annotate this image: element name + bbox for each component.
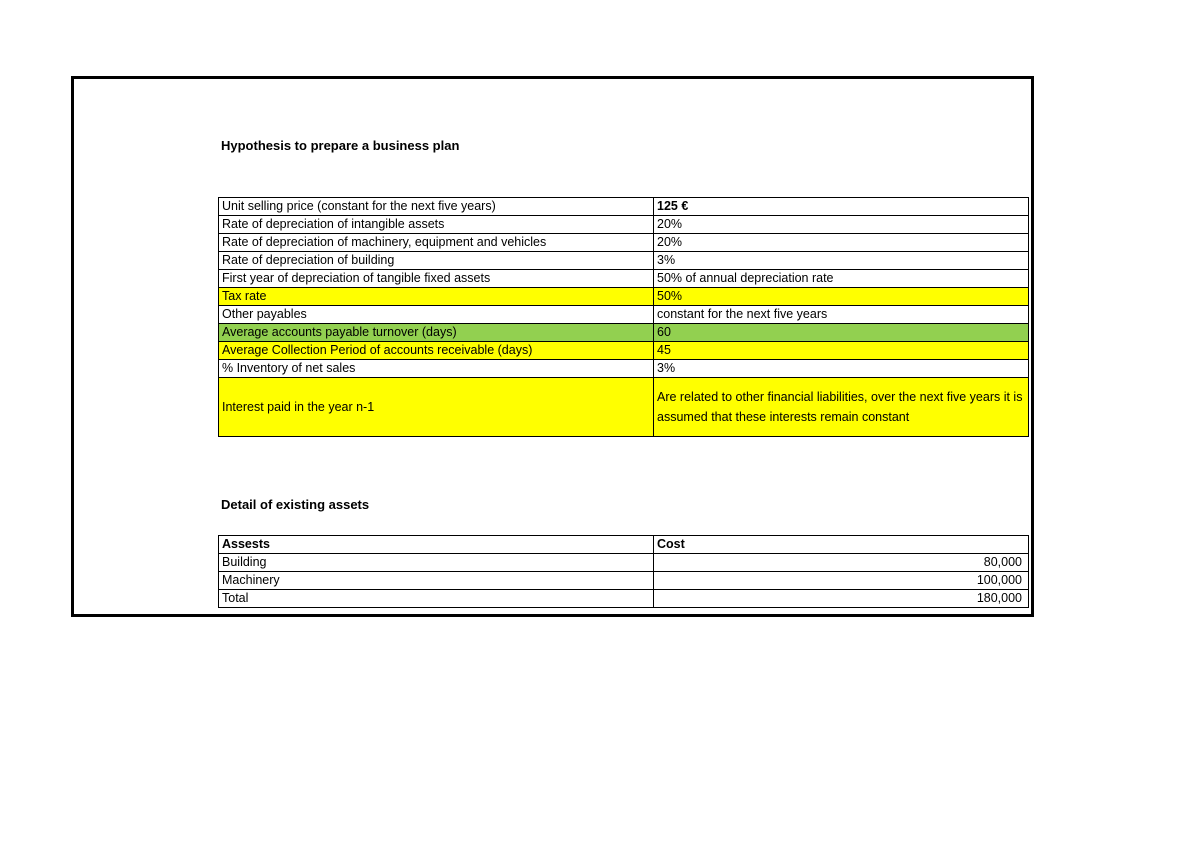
row-label[interactable]: Unit selling price (constant for the next five years) [219, 198, 654, 216]
table-row [219, 306, 1029, 324]
table-row [219, 234, 1029, 252]
table-row [219, 554, 1029, 572]
table-row [219, 342, 1029, 360]
table-row [219, 216, 1029, 234]
row-label[interactable]: Machinery [219, 572, 654, 590]
table-row [219, 590, 1029, 608]
table-row [219, 360, 1029, 378]
row-value[interactable]: Are related to other financial liabilities, over the next five years it is assumed that these interests remain constant [654, 378, 1029, 437]
table-row [219, 378, 1029, 437]
row-value[interactable]: 80,000 [654, 554, 1029, 572]
table-row [219, 198, 1029, 216]
row-label[interactable]: Total [219, 590, 654, 608]
table-row [219, 572, 1029, 590]
row-label[interactable]: Average Collection Period of accounts receivable (days) [219, 342, 654, 360]
row-label[interactable]: Tax rate [219, 288, 654, 306]
row-label[interactable]: Average accounts payable turnover (days) [219, 324, 654, 342]
row-value[interactable]: 180,000 [654, 590, 1029, 608]
assets-title: Detail of existing assets [221, 497, 370, 512]
row-value[interactable]: 100,000 [654, 572, 1029, 590]
table-row [219, 324, 1029, 342]
table-row [219, 288, 1029, 306]
row-value[interactable]: 45 [654, 342, 1029, 360]
row-value[interactable]: 50% of annual depreciation rate [654, 270, 1029, 288]
row-value[interactable]: 3% [654, 360, 1029, 378]
row-value[interactable]: 20% [654, 216, 1029, 234]
table-row [219, 270, 1029, 288]
row-label[interactable]: Rate of depreciation of machinery, equipment and vehicles [219, 234, 654, 252]
row-value[interactable]: 60 [654, 324, 1029, 342]
row-value[interactable]: 50% [654, 288, 1029, 306]
assets-table [218, 535, 1029, 608]
table-header-row [219, 536, 1029, 554]
column-header-cost[interactable]: Cost [654, 536, 1029, 554]
row-label[interactable]: First year of depreciation of tangible fixed assets [219, 270, 654, 288]
column-header-assets[interactable]: Assests [219, 536, 654, 554]
row-value[interactable]: 20% [654, 234, 1029, 252]
row-value[interactable]: constant for the next five years [654, 306, 1029, 324]
row-label[interactable]: Interest paid in the year n-1 [219, 378, 654, 437]
table-row [219, 252, 1029, 270]
row-value[interactable]: 3% [654, 252, 1029, 270]
row-label[interactable]: Rate of depreciation of building [219, 252, 654, 270]
hypothesis-table [218, 197, 1029, 437]
row-label[interactable]: % Inventory of net sales [219, 360, 654, 378]
row-label[interactable]: Building [219, 554, 654, 572]
row-value[interactable]: 125 € [654, 198, 1029, 216]
hypothesis-title: Hypothesis to prepare a business plan [221, 138, 460, 153]
row-label[interactable]: Rate of depreciation of intangible assets [219, 216, 654, 234]
row-label[interactable]: Other payables [219, 306, 654, 324]
